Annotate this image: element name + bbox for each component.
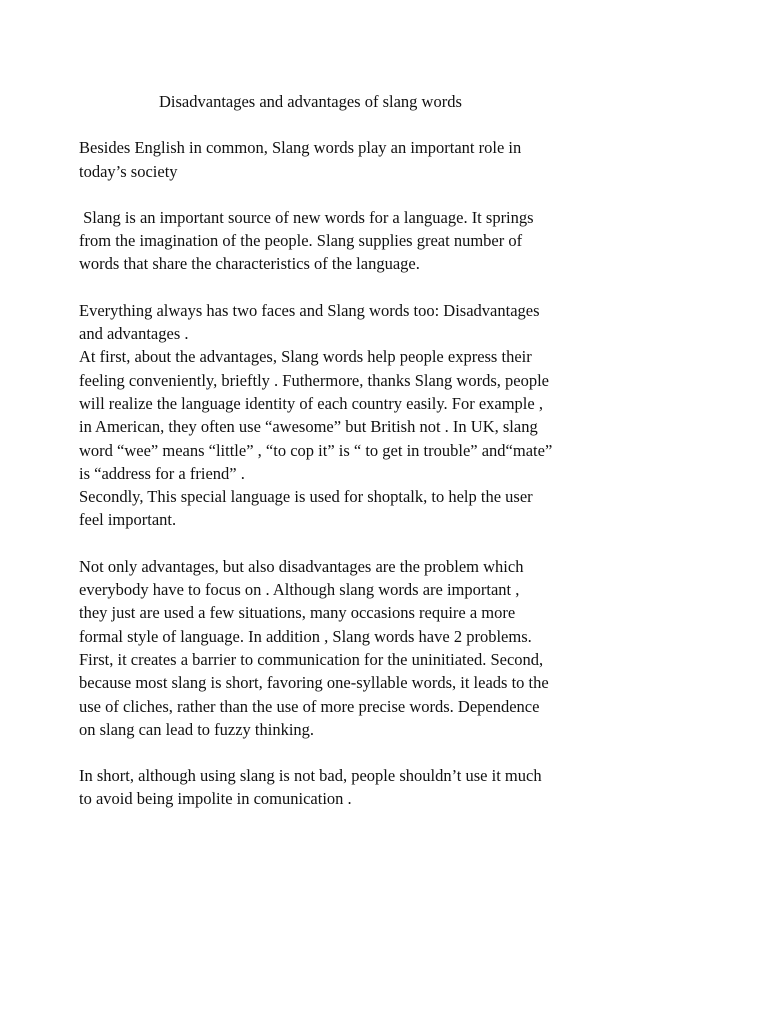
paragraph-two-faces (79, 299, 649, 346)
paragraph-line: Everything always has two faces and Slang words too: Disadvantages (79, 300, 540, 320)
paragraph-line: In short, although using slang is not bad, people shouldn’t use it much (79, 766, 542, 786)
paragraph-disadvantages (79, 555, 649, 741)
paragraph-line: words that share the characteristics of the language. (79, 254, 420, 274)
paragraph-advantages (79, 345, 649, 485)
paragraph-secondly (79, 485, 649, 532)
paragraph-line: on slang can lead to fuzzy thinking. (79, 719, 315, 739)
paragraph-line: is “address for a friend” . (79, 463, 245, 483)
document-title: Disadvantages and advantages of slang words (159, 92, 462, 111)
paragraph-line: formal style of language. In addition , Slang words have 2 problems. (79, 626, 532, 646)
paragraph-line: feel important. (79, 510, 177, 530)
paragraph-line: everybody have to focus on . Although slang words are important , (79, 580, 520, 600)
paragraph-line: word “wee” means “little” , “to cop it” is “ to get in trouble” and“mate” (79, 440, 553, 460)
paragraph-line: feeling conveniently, brieftly . Futhermore, thanks Slang words, people (79, 370, 549, 390)
paragraph-line: Slang is an important source of new words for a language. It springs (79, 207, 534, 227)
paragraph-intro (79, 136, 649, 183)
document-body (79, 90, 649, 834)
paragraph-line: Secondly, This special language is used for shoptalk, to help the user (79, 487, 533, 507)
paragraph-line: At first, about the advantages, Slang words help people express their (79, 347, 532, 367)
paragraph-line: in American, they often use “awesome” but British not . In UK, slang (79, 417, 538, 437)
paragraph-line: because most slang is short, favoring one-syllable words, it leads to the (79, 673, 549, 693)
paragraph-line: Besides English in common, Slang words play an important role in (79, 138, 522, 158)
paragraph-line: and advantages . (79, 324, 189, 344)
paragraph-line: Not only advantages, but also disadvantages are the problem which (79, 556, 524, 576)
paragraph-line: today’s society (79, 161, 178, 181)
paragraph-conclusion (79, 764, 649, 811)
paragraph-line: will realize the language identity of each country easily. For example , (79, 393, 543, 413)
paragraph-line: they just are used a few situations, many occasions require a more (79, 603, 516, 623)
paragraph-line: to avoid being impolite in comunication . (79, 789, 352, 809)
paragraph-line: First, it creates a barrier to communication for the uninitiated. Second, (79, 649, 544, 669)
paragraph-line: from the imagination of the people. Slang supplies great number of (79, 231, 523, 251)
paragraph-slang-source (79, 206, 649, 276)
paragraph-line: use of cliches, rather than the use of more precise words. Dependence (79, 696, 540, 716)
